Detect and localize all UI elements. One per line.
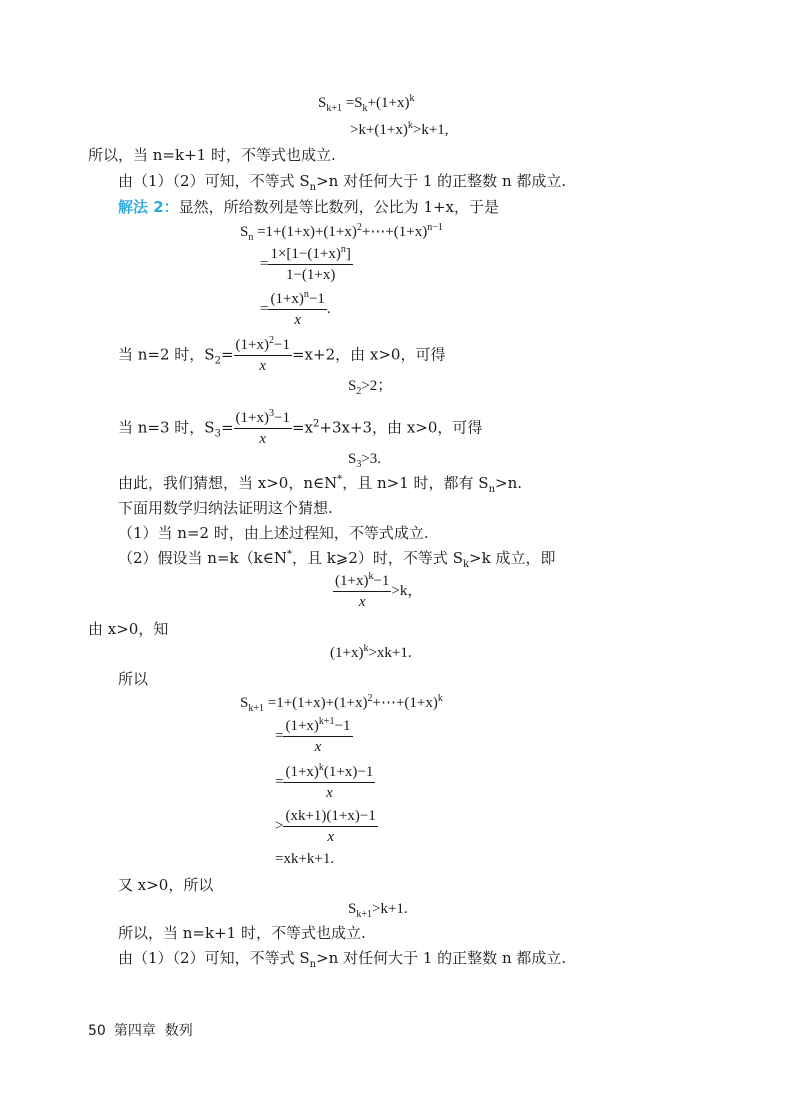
paragraph-text: （2）假设当 n=k（k∈N [118,549,287,567]
equation-text: . [326,300,331,317]
paragraph-text: 显然，所给数列是等比数列，公比为 1+x，于是 [178,198,500,216]
paragraph-text: >n. [495,474,523,492]
text-line [118,171,566,191]
denominator: x [259,431,267,447]
text-line [118,923,366,943]
equation-line [333,571,422,612]
fraction [268,289,326,330]
equation-line [275,716,353,757]
denominator: x [294,312,302,328]
text-line [118,335,445,376]
subscript: k+1 [248,703,264,714]
equation-text: S [348,378,357,394]
equation-line [348,449,381,469]
numerator: −1 [274,337,290,353]
paragraph-text: >k 成立，即 [469,549,556,567]
paragraph-text: 由 x>0，知 [88,620,169,638]
superscript: n [340,244,346,255]
page-footer [88,1020,193,1040]
superscript: k+1 [318,716,335,727]
equation-text: >xk+1. [368,645,412,661]
paragraph-text: 由（1）（2）可知，不等式 S [118,172,310,190]
numerator: −1 [334,718,351,734]
equation-text: S [240,695,249,711]
equation-text: >k+(1+x) [350,122,408,138]
denominator: x [259,358,267,374]
paragraph-text: 由此，我们猜想，当 x>0，n∈N [118,474,338,492]
paragraph-text: >n 对任何大于 1 的正整数 n 都成立. [316,172,567,190]
text-line [118,548,555,568]
text-line [118,669,148,689]
paragraph-text: 所以，当 n=k+1 时，不等式也成立. [118,924,366,942]
text-line [118,498,333,518]
fraction [234,408,292,449]
subscript: 3 [356,459,362,470]
subscript: 2 [356,386,362,397]
paragraph-text: +3x+3，由 x>0，可得 [319,418,483,437]
subscript: k [462,559,470,570]
equation-line [275,806,378,847]
paragraph-text: 又 x>0，所以 [118,876,214,894]
chapter-label: 第四章 [113,1023,156,1039]
equation-line [348,376,392,396]
equals-sign: = [260,255,269,272]
equation-text: >3. [361,451,382,467]
paragraph-text: 当 n=2 时，S [118,345,215,364]
paragraph-text: （1）当 n=2 时，由上述过程知，不等式成立. [118,524,429,542]
equation-text: S [348,901,357,917]
numerator: (1+x) [235,410,269,426]
equation-text: +⋯+(1+x) [372,695,438,711]
superscript: 2 [313,418,320,430]
subscript: n [248,232,254,243]
equals-sign: = [220,345,234,364]
equals-sign: = [220,418,234,437]
subscript: n [309,959,317,970]
denominator: x [327,829,334,845]
subscript: k+1 [326,103,342,114]
equation-line [240,693,443,713]
numerator: 1×[1−(1+x) [270,246,341,262]
superscript: 2 [356,222,362,233]
paragraph-text: 下面用数学归纳法证明这个猜想. [118,499,333,517]
equation-line [275,849,334,869]
text-line [118,523,429,543]
paragraph-text: 所以，当 n=k+1 时，不等式也成立. [88,146,336,164]
superscript: * [286,549,292,560]
equation-text: >k， [391,582,423,599]
text-line [118,875,213,895]
fraction [268,244,352,285]
numerator: ] [345,246,351,262]
section-label: 数列 [164,1023,193,1039]
equation-text: S [348,451,357,467]
superscript: 2 [269,335,274,346]
superscript: 2 [367,693,373,704]
superscript: k [407,120,413,131]
text-line [88,619,168,639]
equation-text: =S [341,95,363,111]
equation-text: =1+(1+x)+(1+x) [263,695,368,711]
superscript: n−1 [427,222,443,233]
numerator: (xk+1)(1+x)−1 [283,806,377,827]
equation-line [350,120,449,140]
numerator: −1 [308,291,325,307]
paragraph-text: ，且 k⩾2）时，不等式 S [291,549,463,567]
paragraph-text: =x+2，由 x>0，可得 [291,345,446,364]
fraction [333,571,391,612]
paragraph-text: =x [291,418,313,437]
equals-sign: = [275,727,284,744]
greater-sign: > [275,817,284,834]
equation-text: +⋯+(1+x) [361,224,428,240]
numerator: (1+x) [235,337,269,353]
subscript: n [309,182,317,193]
paragraph-text: ，且 n>1 时，都有 S [342,474,489,492]
numerator: −1 [373,573,390,589]
paragraph-text: 当 n=3 时，S [118,418,215,437]
text-line [118,408,482,449]
subscript: k+1 [356,909,372,920]
equation-text: >k+1, [412,122,449,138]
page-number: 50 [88,1023,106,1039]
denominator: x [326,785,333,801]
text-line [118,948,566,968]
superscript: k [368,571,374,582]
fraction [283,716,352,757]
equation-text: =xk+k+1. [275,851,335,867]
subscript: 3 [214,428,221,440]
equation-line [318,93,414,113]
denominator: 1−(1+x) [285,267,336,283]
numerator: (1+x)−1 [323,764,374,780]
text-line [118,197,499,217]
superscript: 3 [269,408,274,419]
denominator: x [314,739,322,755]
text-line [118,473,522,493]
equation-line [260,289,331,330]
equals-sign: = [260,300,269,317]
equation-text: +(1+x) [367,95,410,111]
numerator: (1+x) [270,291,304,307]
equation-text: (1+x) [330,645,364,661]
equals-sign: = [275,773,284,790]
superscript: k [437,693,443,704]
fraction [283,806,377,847]
equation-text: S [318,95,327,111]
paragraph-text: >n 对任何大于 1 的正整数 n 都成立. [316,949,567,967]
equation-text: >k+1. [371,901,408,917]
numerator: −1 [274,410,290,426]
superscript: k [409,93,415,104]
numerator: (1+x) [335,573,369,589]
text-line [88,145,336,165]
equation-text: =1+(1+x)+(1+x) [253,224,357,240]
equation-text: >2； [361,378,393,394]
equation-line [348,899,408,919]
superscript: k [318,762,324,773]
denominator: x [358,594,366,610]
numerator: (1+x) [285,718,319,734]
fraction [234,335,292,376]
equation-text: S [240,224,249,240]
subscript: 2 [214,355,221,367]
superscript: k [363,643,369,654]
superscript: * [337,474,343,485]
paragraph-text: 所以 [118,670,149,688]
paragraph-text: 由（1）（2）可知，不等式 S [118,949,310,967]
numerator: (1+x) [285,764,319,780]
superscript: n [303,289,309,300]
equation-line [330,643,412,663]
fraction [283,762,375,803]
equation-line [260,244,353,285]
subscript: k [362,103,368,114]
equation-line [275,762,375,803]
subscript: n [488,484,496,495]
equation-line [240,222,443,242]
solution-label: 解法 2： [118,198,179,216]
